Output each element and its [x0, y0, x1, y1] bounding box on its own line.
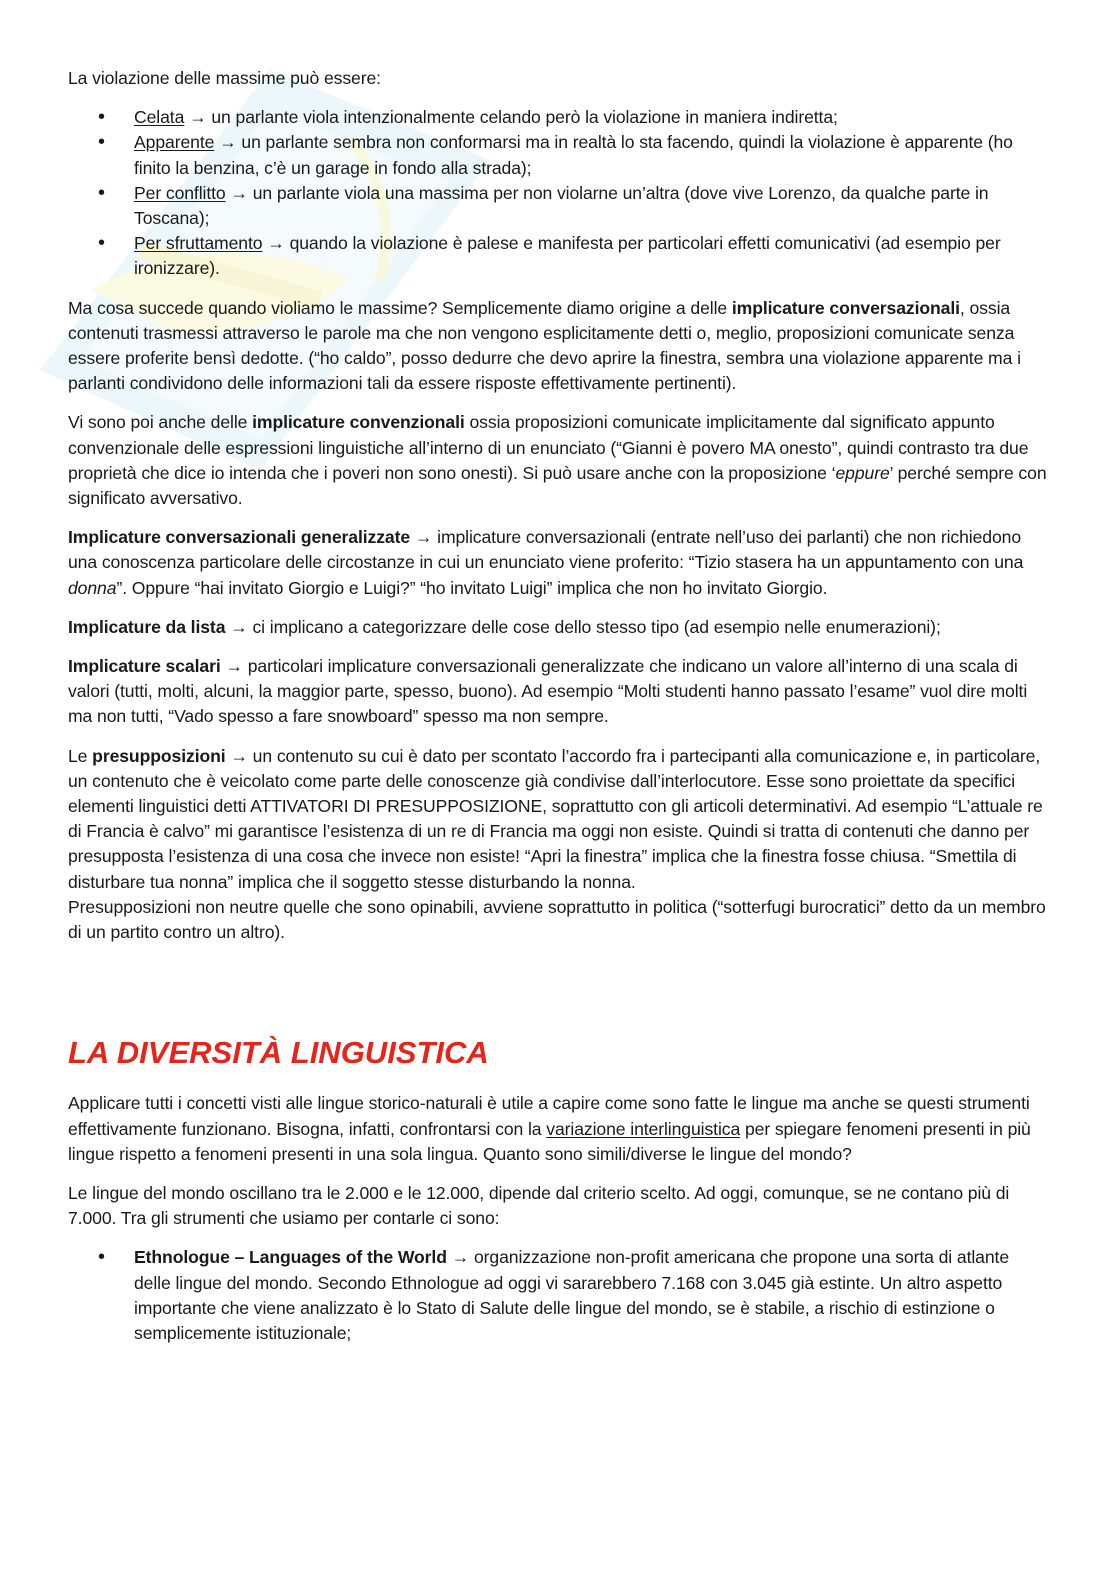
italic-term: eppure — [835, 462, 890, 483]
item-text: un parlante viola intenzionalmente celando però la violazione in maniera indiretta; — [211, 107, 838, 128]
term-per-sfruttamento: Per sfruttamento — [134, 233, 263, 254]
text-run: ’ perché sempre con significato avversativo. — [68, 462, 1047, 509]
text-run: ”. Oppure “hai invitato Giorgio e Luigi?” “ho invitato Luigi” implica che non ho invitato Giorgio. — [116, 577, 828, 598]
arrow-icon: → — [230, 182, 248, 203]
arrow-icon: → — [230, 745, 248, 766]
italic-term: donna — [68, 577, 117, 598]
document-body — [68, 66, 1048, 1360]
text-run: ossia proposizioni comunicate implicitamente dal significato appunto convenzionale delle espressioni linguistiche all’interno di un enunciato (“Gianni è povero MA onesto”, quindi contrasto tra due proprietà che dice io intenda che i poveri non sono onesti). Si può usare anche con la proposizione ‘ — [68, 412, 1029, 483]
text-run: ci implicano a categorizzare delle cose dello stesso tipo (ad esempio nelle enumerazioni); — [247, 616, 941, 637]
section-heading: LA DIVERSITÀ LINGUISTICA — [68, 1035, 489, 1071]
arrow-icon: → — [219, 132, 237, 153]
bold-term: presupposizioni — [92, 745, 226, 766]
text-run: implicature conversazionali (entrate nell’uso dei parlanti) che non richiedono una conoscenza particolare delle circostanze in cui un enunciato viene proferito: “Tizio stasera ha un appuntamento con una — [68, 527, 1024, 573]
tools-list — [68, 1245, 1048, 1346]
paragraph-conteggio-lingue: Le lingue del mondo oscillano tra le 2.000 e le 12.000, dipende dal criterio scelto. Ad oggi, comunque, se ne contano più di 7.000. Tra gli strumenti che usiamo per contarle ci sono: — [68, 1182, 1010, 1229]
arrow-icon: → — [267, 233, 285, 254]
paragraph-implicature-convenzionali — [68, 410, 1048, 511]
variazione-interlinguistica-term: variazione interlinguistica — [546, 1118, 741, 1139]
list-item — [68, 231, 1048, 281]
bold-term: Ethnologue – Languages of the World — [134, 1247, 447, 1268]
term-apparente: Apparente — [134, 132, 215, 153]
list-item — [68, 1245, 1048, 1346]
text-run: un contenuto su cui è dato per scontato l’accordo fra i partecipanti alla comunicazione e, in particolare, un contenuto che è veicolato come parte delle conoscenze già condivise dall’interlocutore. Esse sono proiettate da specifici elementi linguistici detti ATTIVATORI DI PRESUPPOSIZIONE, soprattutto con gli articoli determinativi. Ad esempio “L’attuale re di Francia è calvo” mi garantisce l’esistenza di un re di Francia ma oggi non esiste. Quindi si tratta di contenuti che danno per presupposta l’esistenza di una cosa che invece non esiste! “Apri la finestra” implica che la finestra fosse chiusa. “Smettila di disturbare tua nonna” implica che il soggetto stesse disturbando la nonna. — [68, 745, 1043, 892]
intro-paragraph: La violazione delle massime può essere: — [68, 68, 381, 88]
term-celata: Celata — [134, 107, 185, 128]
text-run: particolari implicature conversazionali generalizzate che indicano un valore all’interno di una scala di valori (tutti, molti, alcuni, la maggior parte, spesso, buono). Ad esempio “Molti studenti hanno passato l’esame” vuol dire molti ma non tutti, “Vado spesso a fare snowboard” spesso ma non sempre. — [68, 656, 1028, 727]
arrow-icon: → — [451, 1247, 470, 1268]
item-text: quando la violazione è palese e manifesta per particolari effetti comunicativi (ad esempio per ironizzare). — [134, 233, 1001, 279]
item-text: organizzazione non-profit americana che propone una sorta di atlante delle lingue del mondo. Secondo Ethnologue ad oggi vi sararebbero 7.168 con 3.045 già estinte. Un altro aspetto importante che viene analizzato è lo Stato di Salute delle lingue del mondo, se è stabile, a rischio di estinzione o semplicemente istituzionale; — [134, 1247, 1010, 1343]
arrow-icon: → — [414, 527, 433, 548]
item-text: un parlante viola una massima per non violarne un’altra (dove vive Lorenzo, da qualche parte in Toscana); — [134, 182, 989, 229]
item-text: un parlante sembra non conformarsi ma in realtà lo sta facendo, quindi la violazione è apparente (ho finito la benzina, c’è un garage in fondo alla strada); — [134, 132, 1013, 178]
arrow-icon: → — [230, 616, 248, 637]
text-run: per spiegare fenomeni presenti in più lingue rispetto a fenomeni presenti in una sola lingua. Quanto sono simili/diverse le lingue del mondo? — [68, 1118, 1031, 1164]
text-run: Ma cosa succede quando violiamo le massime? Semplicemente diamo origine a delle — [68, 297, 732, 318]
text-run: , ossia contenuti trasmessi attraverso le parole ma che non vengono esplicitamente detti o, meglio, proposizioni comunicate senza essere proferite bensì dedotte. (“ho caldo”, posso dedurre che devo aprire la finestra, sembra una violazione apparente ma i parlanti condividono delle informazioni tali da essere risposte effettivamente pertinenti). — [68, 297, 1021, 394]
arrow-icon: → — [225, 656, 243, 677]
bold-term: implicature conversazionali — [731, 297, 960, 318]
paragraph-implicature-conversazionali — [68, 296, 1048, 397]
paragraph-implicature-generalizzate — [68, 525, 1048, 601]
list-item — [68, 130, 1048, 180]
list-item — [68, 105, 1048, 130]
violations-list — [68, 105, 1048, 281]
paragraph-implicature-lista — [68, 615, 1048, 640]
paragraph-presupposizioni — [68, 744, 1048, 895]
text-run: Le — [68, 745, 93, 766]
bold-term: implicature convenzionali — [252, 412, 465, 433]
text-run: Vi sono poi anche delle — [68, 412, 253, 433]
paragraph-implicature-scalari — [68, 654, 1048, 730]
text-run: Applicare tutti i concetti visti alle lingue storico-naturali è utile a capire come sono fatte le lingue ma anche se questi strumenti effettivamente funzionano. Bisogna, infatti, confrontarsi con la — [68, 1093, 1030, 1139]
arrow-icon: → — [189, 107, 207, 128]
paragraph-diversita — [68, 1091, 1048, 1167]
bold-term: Implicature scalari — [68, 656, 221, 677]
bold-term: Implicature da lista — [68, 616, 226, 637]
bold-term: Implicature conversazionali generalizzate — [68, 527, 411, 548]
list-item — [68, 181, 1048, 231]
paragraph-presupposizioni-non-neutre: Presupposizioni non neutre quelle che sono opinabili, avviene soprattutto in politica (“sotterfugi burocratici” detto da un membro di un partito contro un altro). — [68, 896, 1046, 943]
term-per-conflitto: Per conflitto — [134, 182, 226, 203]
